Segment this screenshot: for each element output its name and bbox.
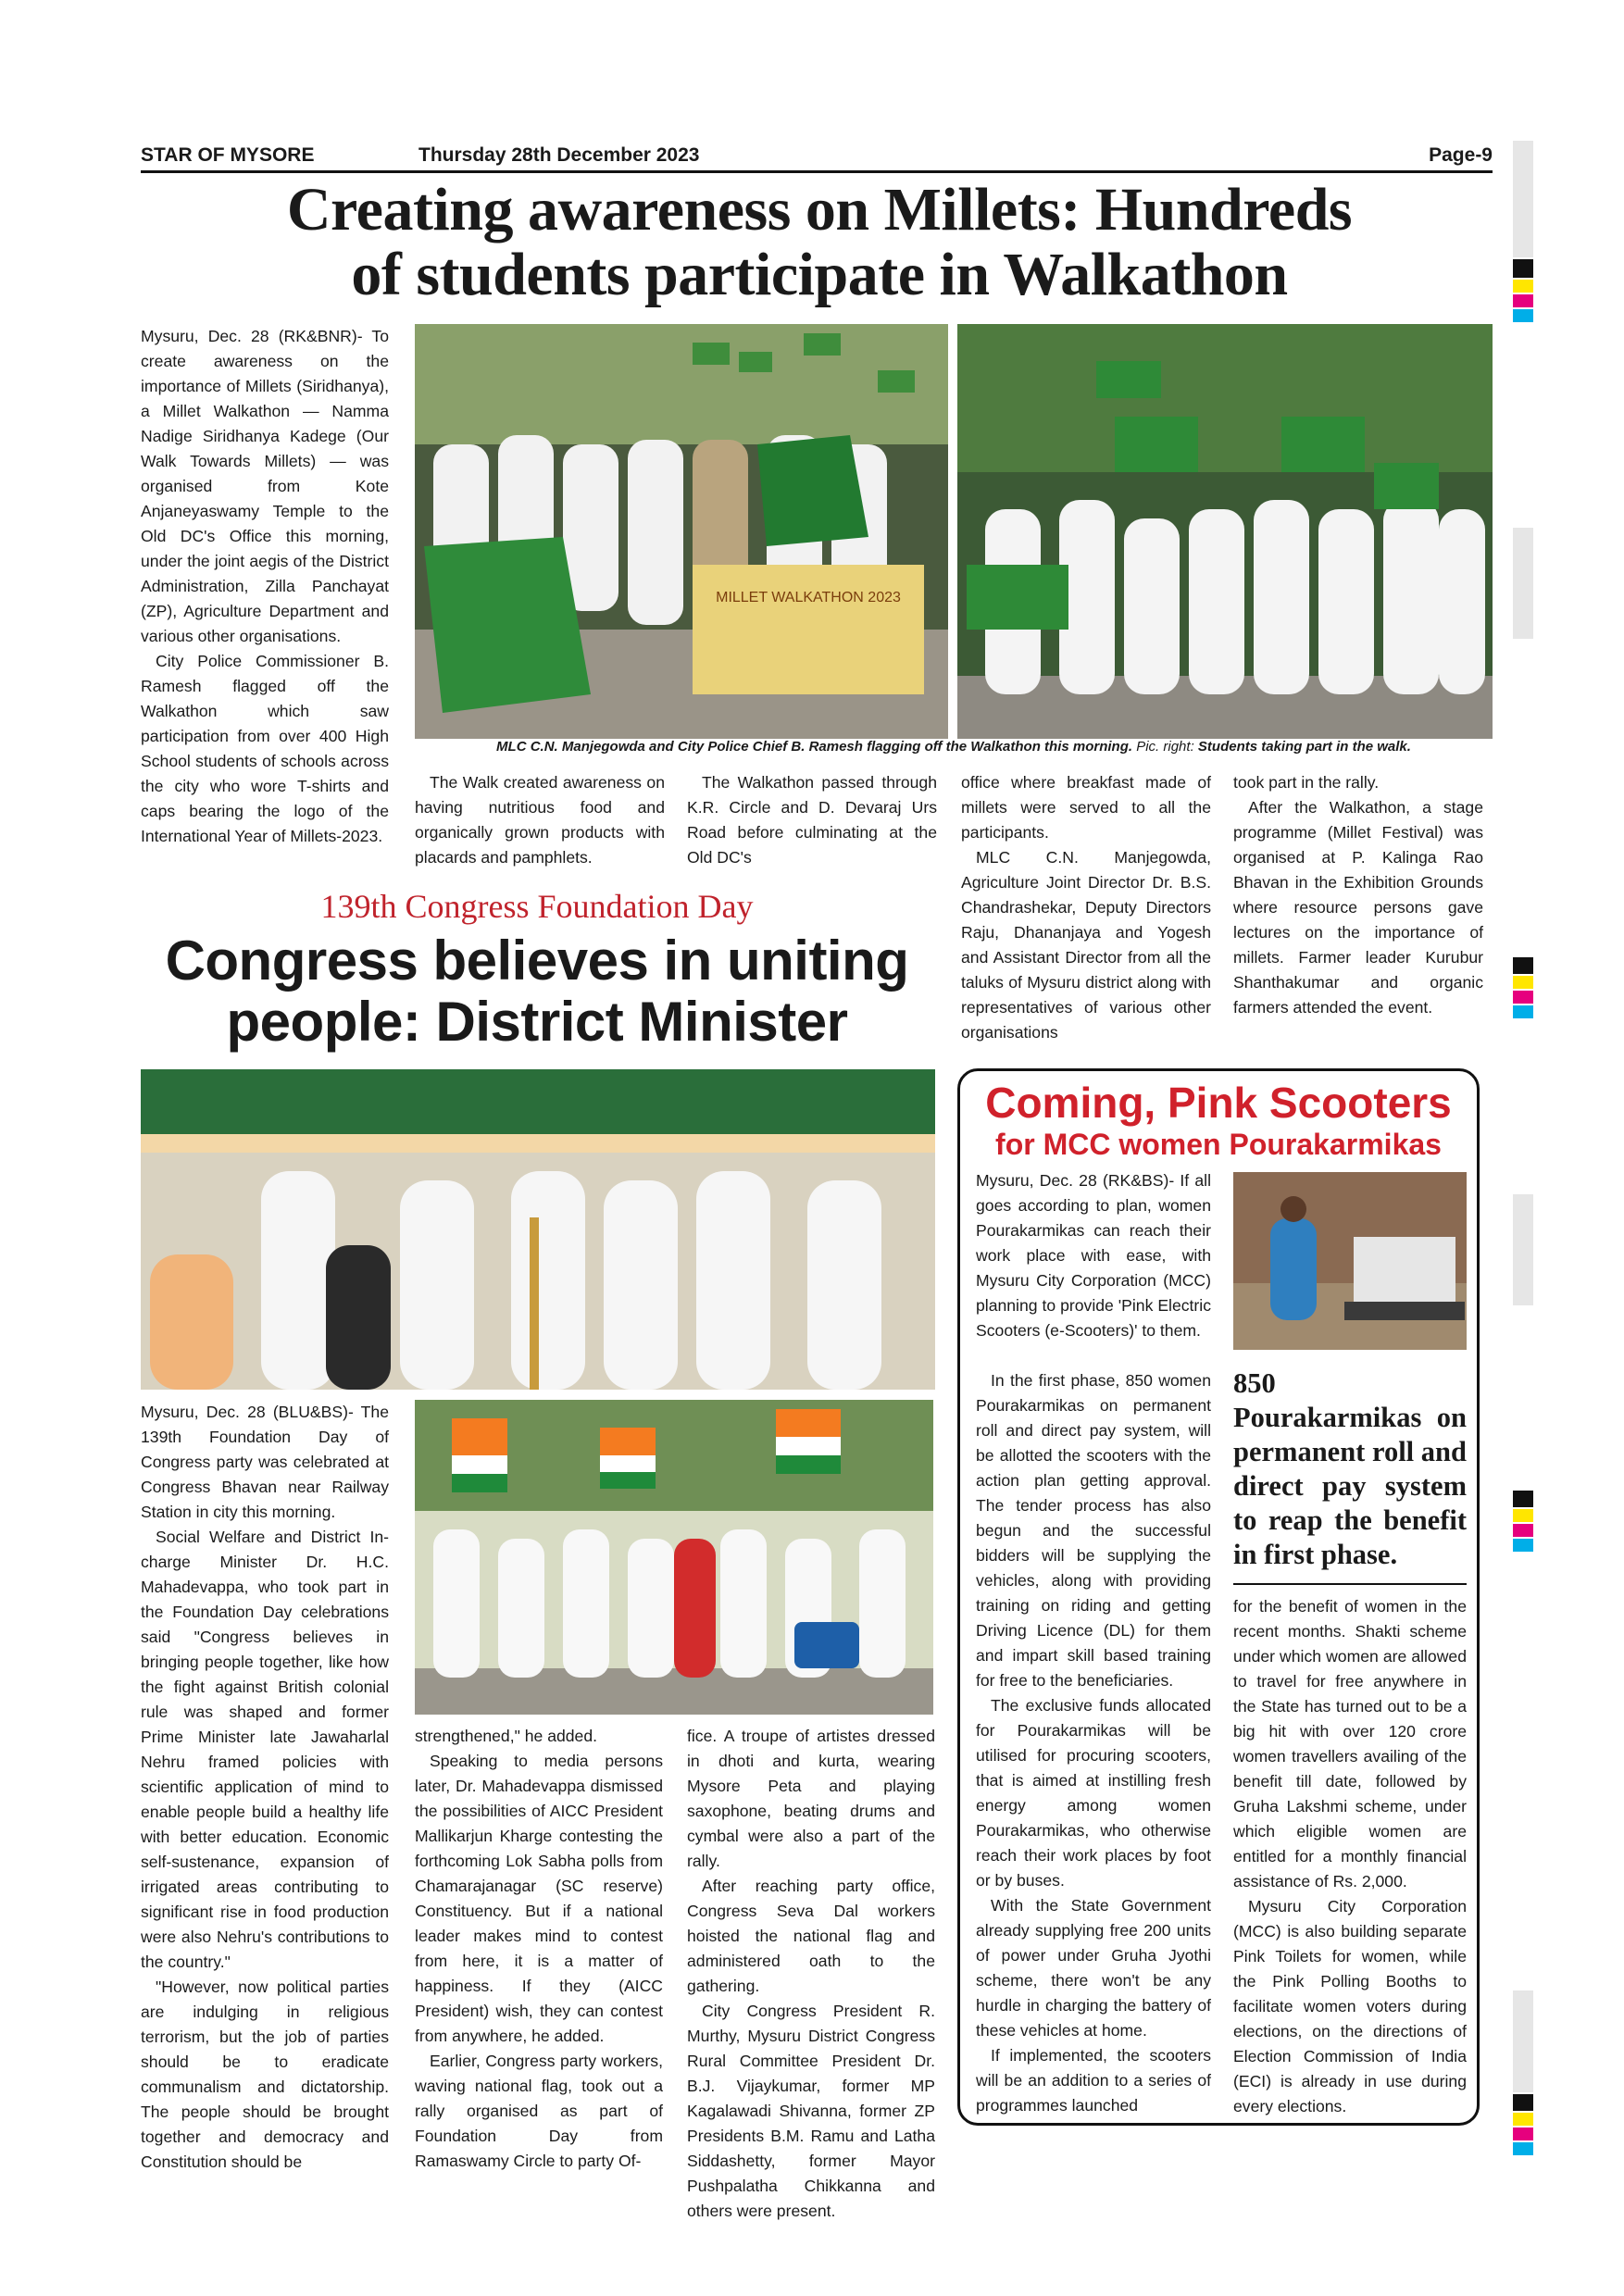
paragraph: strengthened," he added.	[415, 1727, 598, 1745]
paragraph: The exclusive funds allocated for Pourakarmikas will be utilised for procuring scooters, that is aimed at instilling fresh energy among women Pourakarmikas, who otherwise reach their work places by foot or by buses.	[976, 1696, 1211, 1890]
congress-headline-line2: people: District Minister	[226, 991, 848, 1053]
paragraph: for the benefit of women in the recent months. Shakti scheme under which women are allowed to travel for free anywhere in the State has turned out to be a big hit with over 120 crore women travellers availing of the benefit till date, followed by Gruha Lakshmi scheme, under which eligible women are entitled for a monthly financial assistance of Rs. 2,000.	[1233, 1597, 1467, 1890]
print-bar	[1513, 259, 1533, 278]
paragraph: After the Walkathon, a stage programme (Millet Festival) was organised at P. Kalinga Rao Bhavan in the Exhibition Grounds where resource persons gave lectures on the importance of millets. Farmer leader Kurubur Shanthakumar and organic farmers attended the event.	[1233, 798, 1483, 1017]
paragraph: Social Welfare and District In-charge Minister Dr. H.C. Mahadevappa, who took part in the Foundation Day celebrations said "Congress believes in bringing people together, like how the fight against British colonial rule was shaped and former Prime Minister late Jawaharlal Nehru framed policies with scientific application of mind to enable people build a healthy life with better education. Economic self-sustenance, expansion of irrigated areas contributing to significant rise in food production were also Nehru's contributions to the country."	[141, 1528, 389, 1971]
paragraph: Mysuru, Dec. 28 (RK&BS)- If all goes according to plan, women Pourakarmikas can reach their work place with ease, with Mysuru City Corporation (MCC) planning to provide 'Pink Electric Scooters (e-Scooters)' to them.	[976, 1171, 1211, 1340]
print-bar	[1513, 1990, 1533, 2092]
banner-text: MILLET WALKATHON 2023	[716, 590, 901, 605]
congress-column-3	[687, 1724, 935, 2224]
millets-column-5	[1233, 770, 1483, 1020]
scooters-column-1	[976, 1368, 1211, 2118]
print-bar	[1513, 1194, 1533, 1305]
paragraph: After reaching party office, Congress Seva Dal workers hoisted the national flag and administered oath to the gathering.	[687, 1877, 935, 1995]
scooters-pullquote: 850 Pourakarmikas on permanent roll and direct pay system to reap the benefit in first phase.	[1233, 1367, 1467, 1570]
congress-headline-line1: Congress believes in uniting	[165, 930, 909, 992]
paragraph: MLC C.N. Manjegowda, Agriculture Joint Director Dr. B.S. Chandrashekar, Deputy Directors Raju, Dhananjaya and Yogesh and Assistant Director from all the taluks of Mysuru district along with representatives of various other organisations	[961, 848, 1211, 1042]
print-bar	[1513, 976, 1533, 989]
millets-headline	[130, 178, 1509, 307]
masthead-rule	[141, 170, 1493, 173]
millets-photo-caption	[415, 739, 1493, 755]
paragraph: took part in the rally.	[1233, 773, 1380, 792]
print-bar	[1513, 1491, 1533, 1507]
print-bar	[1513, 957, 1533, 974]
paragraph: In the first phase, 850 women Pourakarmikas on permanent roll and direct pay system, will be allotted the scooters with the action plan getting approval. The tender process has also begun and the successful bidders will be supplying the vehicles, along with providing training on riding and getting Driving Licence (DL) for them and impart skill based training for free to the beneficiaries.	[976, 1371, 1211, 1690]
photo-lamp-lighting	[141, 1069, 935, 1390]
congress-headline	[130, 930, 944, 1053]
paragraph: Mysuru, Dec. 28 (RK&BNR)- To create awareness on the importance of Millets (Siridhanya), a Millet Walkathon — Namma Nadige Siridhanya Kadege (Our Walk Towards Millets) — was organised from Kote Anjaneyaswamy Temple to the Old DC's Office this morning, under the joint aegis of the District Administration, Zilla Panchayat (ZP), Agriculture Department and various other organisations.	[141, 327, 389, 645]
paragraph: office where breakfast made of millets were served to all the participants.	[961, 773, 1211, 842]
print-bar	[1513, 141, 1533, 257]
print-bar	[1513, 2113, 1533, 2126]
millets-column-1	[141, 324, 389, 849]
millets-column-3	[687, 770, 937, 870]
congress-column-1	[141, 1400, 389, 2175]
congress-column-2	[415, 1724, 663, 2174]
print-bar	[1513, 2128, 1533, 2140]
photo-students-walk	[957, 324, 1493, 739]
caption-part-a: MLC C.N. Manjegowda and City Police Chief B. Ramesh flagging off the Walkathon this morning.	[496, 739, 1133, 755]
paragraph: With the State Government already supplying free 200 units of power under Gruha Jyothi scheme, there won't be any hurdle in charging the battery of these vehicles at home.	[976, 1896, 1211, 2040]
caption-part-c: Students taking part in the walk.	[1197, 739, 1411, 755]
print-bar	[1513, 294, 1533, 307]
caption-part-b: Pic. right:	[1132, 739, 1198, 755]
print-bar	[1513, 1539, 1533, 1552]
paragraph: The Walk created awareness on having nutritious food and organically grown products with placards and pamphlets.	[415, 773, 665, 867]
paragraph: Earlier, Congress party workers, waving national flag, took out a rally organised as part of Foundation Day from Ramaswamy Circle to party Of-	[415, 2052, 663, 2170]
print-bar	[1513, 2094, 1533, 2111]
print-bar	[1513, 2142, 1533, 2155]
print-bar	[1513, 309, 1533, 322]
masthead-date: Thursday 28th December 2023	[418, 144, 700, 166]
scooters-subhead: for MCC women Pourakarmikas	[995, 1128, 1442, 1161]
photo-pourakarmika	[1233, 1172, 1467, 1350]
paragraph: "However, now political parties are indulging in religious terrorism, but the job of parties should be to eradicate communalism and dictatorship. The people should be brought together and democracy and Constitution should be	[141, 1978, 389, 2171]
paragraph: City Police Commissioner B. Ramesh flagged off the Walkathon which saw participation from over 400 High School students of schools across the city who wore T-shirts and caps bearing the logo of the International Year of Millets-2023.	[141, 652, 389, 845]
millets-headline-line1: Creating awareness on Millets: Hundreds	[286, 176, 1353, 243]
print-bar	[1513, 991, 1533, 1004]
scooters-headline: Coming, Pink Scooters	[985, 1079, 1452, 1127]
paragraph: The Walkathon passed through K.R. Circle and D. Devaraj Urs Road before culminating at the Old DC's	[687, 773, 937, 867]
paragraph: City Congress President R. Murthy, Mysuru District Congress Rural Committee President Dr. B.J. Vijaykumar, former MP Kagalawadi Shivanna, former ZP Presidents B.M. Ramu and Latha Siddashetty, former Mayor Pushpalatha Chikkanna and others were present.	[687, 2002, 935, 2220]
print-bar	[1513, 528, 1533, 639]
pullquote-rule	[1233, 1583, 1467, 1585]
paragraph: Speaking to media persons later, Dr. Mahadevappa dismissed the possibilities of AICC President Mallikarjun Kharge contesting the forthcoming Lok Sabha polls from Chamarajanagar (SC reserve) Constituency. But if a national leader makes mind to contest from here, it is a matter of happiness. If they (AICC President) wish, they can contest from anywhere, he added.	[415, 1752, 663, 2045]
masthead-page: Page-9	[1429, 144, 1493, 166]
scooters-column-1-intro	[976, 1168, 1211, 1343]
print-bar	[1513, 1005, 1533, 1018]
paragraph: If implemented, the scooters will be an addition to a series of programmes launched	[976, 2046, 1211, 2115]
print-bar	[1513, 1524, 1533, 1537]
congress-kicker: 139th Congress Foundation Day	[320, 888, 754, 925]
photo-congress-rally	[415, 1400, 933, 1715]
print-bar	[1513, 280, 1533, 293]
paragraph: fice. A troupe of artistes dressed in dhoti and kurta, wearing Mysore Peta and playing saxophone, beating drums and cymbal were also a part of the rally.	[687, 1727, 935, 1870]
print-bar	[1513, 1509, 1533, 1522]
paragraph: Mysuru, Dec. 28 (BLU&BS)- The 139th Foundation Day of Congress party was celebrated at Congress Bhavan near Railway Station in city this morning.	[141, 1403, 389, 1521]
photo-flag-off	[415, 324, 948, 739]
millets-headline-line2: of students participate in Walkathon	[351, 241, 1288, 308]
masthead-paper: STAR OF MYSORE	[141, 144, 315, 166]
paragraph: Mysuru City Corporation (MCC) is also building separate Pink Toilets for women, while the Pink Polling Booths to facilitate women voters during elections, on the directions of Election Commission of India (ECI) is already in use during every elections.	[1233, 1897, 1467, 2115]
millets-column-4	[961, 770, 1211, 1045]
millets-column-2	[415, 770, 665, 870]
scooters-column-2	[1233, 1594, 1467, 2119]
